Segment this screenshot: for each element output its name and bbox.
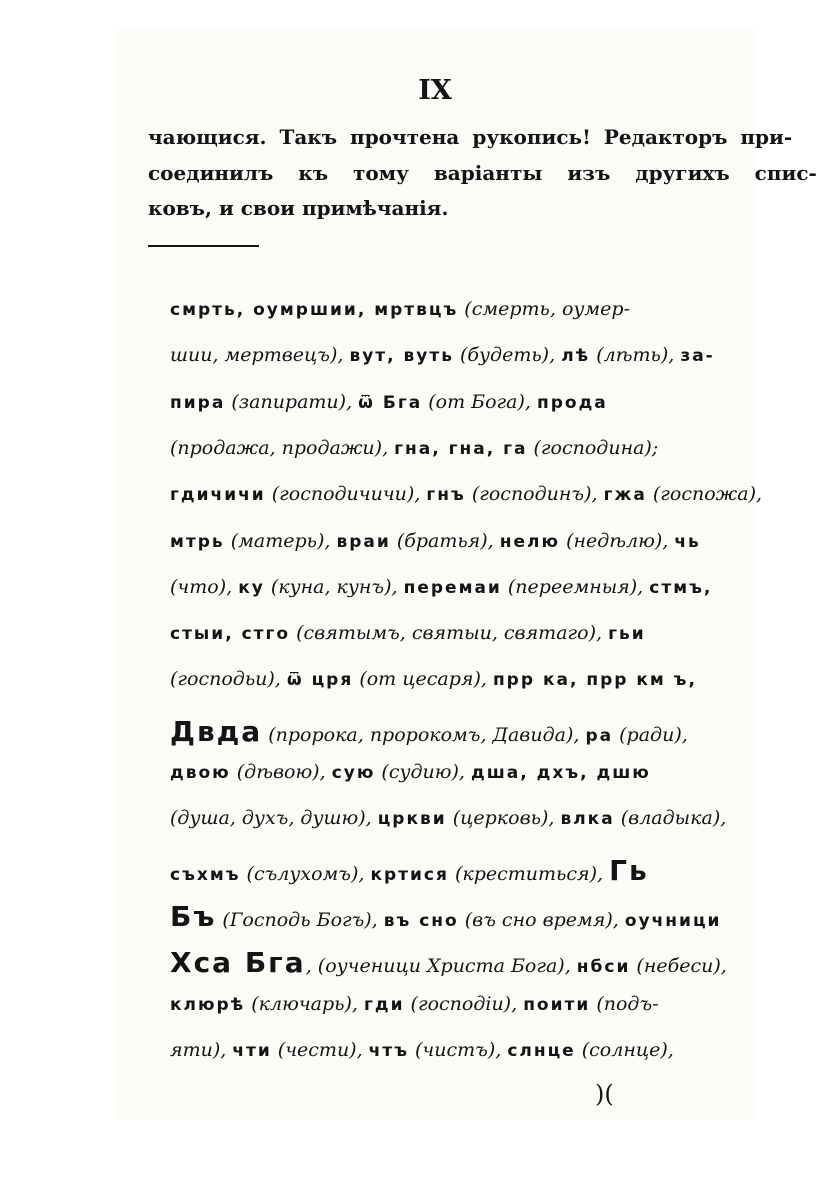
slavonic-abbreviation: двою xyxy=(170,763,231,783)
slavonic-abbreviation: цркви xyxy=(377,809,447,830)
slavonic-abbreviation: ѿ цря xyxy=(286,670,354,691)
transliteration-gloss: , (оученици Христа Бога), xyxy=(305,955,577,978)
transliteration-gloss: (Господь Богъ), xyxy=(216,908,384,931)
glossary-line xyxy=(170,1039,674,1061)
transliteration-gloss: (будеть), xyxy=(453,344,562,367)
intro-line: чающися. Такъ прочтена рукопись! Редакторъ при- xyxy=(148,125,793,149)
transliteration-gloss: (солнце), xyxy=(575,1038,674,1061)
glossary-line xyxy=(170,483,762,505)
slavonic-abbreviation: чти xyxy=(232,1040,272,1061)
slavonic-abbreviation: гна, гна, га xyxy=(394,438,528,459)
transliteration-gloss: (матерь), xyxy=(224,529,337,552)
glossary-line xyxy=(170,993,659,1015)
transliteration-gloss: (дѣвою), xyxy=(230,761,332,783)
glossary-line xyxy=(170,946,727,979)
slavonic-abbreviation: мтрь xyxy=(170,531,225,552)
transliteration-gloss: (господина); xyxy=(527,436,659,459)
slavonic-abbreviation: сую xyxy=(331,763,376,783)
transliteration-gloss: (пророка, пророкомъ, Давида), xyxy=(262,723,586,746)
transliteration-gloss: (небеси), xyxy=(630,955,727,978)
glossary-line xyxy=(170,437,658,459)
section-divider xyxy=(148,245,259,247)
slavonic-abbreviation: стыи, стго xyxy=(170,624,291,645)
slavonic-abbreviation: съхмъ xyxy=(170,864,241,885)
slavonic-abbreviation: прр ка, прр км ъ, xyxy=(492,670,697,691)
transliteration-gloss: (господьи), xyxy=(170,668,287,691)
glossary-line xyxy=(170,344,715,366)
glossary-line xyxy=(170,854,649,887)
slavonic-abbreviation: ѿ Бга xyxy=(358,392,423,413)
slavonic-abbreviation: чтъ xyxy=(368,1040,409,1061)
transliteration-gloss: (святымъ, святыи, святаго), xyxy=(290,622,609,645)
slavonic-abbreviation: гнъ xyxy=(426,485,466,506)
slavonic-abbreviation: гди xyxy=(363,994,405,1015)
intro-line: ковъ, и свои примѣчанія. xyxy=(148,196,449,220)
slavonic-abbreviation: стмъ, xyxy=(649,577,713,598)
transliteration-gloss: (господичичи), xyxy=(265,483,427,506)
intro-paragraph xyxy=(148,120,817,227)
slavonic-abbreviation: вут, вуть xyxy=(349,346,454,367)
slavonic-abbreviation: слнце xyxy=(507,1040,576,1061)
footer-signature-mark: )( xyxy=(595,1080,614,1108)
glossary-line xyxy=(170,530,701,552)
transliteration-gloss: (церковь), xyxy=(446,807,561,830)
slavonic-abbreviation: оучници xyxy=(624,910,722,931)
slavonic-abbreviation: пира xyxy=(170,392,226,413)
slavonic-abbreviation: дша, дхъ, дшю xyxy=(471,763,651,783)
document-page xyxy=(115,30,817,1120)
transliteration-gloss: (госпожа), xyxy=(646,483,763,506)
slavonic-abbreviation: лѣ xyxy=(561,346,591,367)
transliteration-gloss: (господіи), xyxy=(404,992,524,1015)
transliteration-gloss: (куна, кунъ), xyxy=(264,575,404,598)
transliteration-gloss: (переемныя), xyxy=(501,575,650,598)
transliteration-gloss: (сълухомъ), xyxy=(240,862,371,885)
glossary-line xyxy=(170,622,646,644)
transliteration-gloss: (что), xyxy=(170,575,239,598)
transliteration-gloss: яти), xyxy=(170,1038,233,1061)
transliteration-gloss: (владыка), xyxy=(614,807,727,830)
slavonic-abbreviation: поити xyxy=(523,994,591,1015)
transliteration-gloss: (продажа, продажи), xyxy=(170,436,395,459)
transliteration-gloss: (братья), xyxy=(390,529,500,552)
glossary-line xyxy=(170,576,712,598)
transliteration-gloss: (от цесаря), xyxy=(353,668,493,691)
glossary-line xyxy=(170,298,630,320)
slavonic-abbreviation: въ сно xyxy=(383,910,459,931)
transliteration-gloss: (ключарь), xyxy=(245,992,364,1015)
transliteration-gloss: (господинъ), xyxy=(465,483,604,506)
slavonic-abbreviation: перемаи xyxy=(403,577,502,598)
slavonic-abbreviation: Гь xyxy=(609,853,649,887)
slavonic-abbreviation: за- xyxy=(680,346,715,367)
slavonic-abbreviation: кртися xyxy=(370,864,449,885)
glossary-line xyxy=(170,761,651,783)
slavonic-abbreviation: клюрѣ xyxy=(170,994,246,1015)
transliteration-gloss: (креститься), xyxy=(448,862,610,885)
transliteration-gloss: (от Бога), xyxy=(422,390,537,413)
transliteration-gloss: (въ сно время), xyxy=(458,908,625,931)
slavonic-abbreviation: смрть, оумршии, мртвцъ xyxy=(170,300,459,320)
slavonic-abbreviation: ра xyxy=(585,725,614,746)
transliteration-gloss: (лѣть), xyxy=(590,344,681,367)
slavonic-abbreviation: нелю xyxy=(499,531,561,552)
slavonic-abbreviation: Бъ xyxy=(170,899,217,933)
slavonic-abbreviation: влка xyxy=(560,809,615,830)
slavonic-abbreviation: прода xyxy=(536,392,608,413)
glossary-line xyxy=(170,807,726,829)
slavonic-abbreviation: чь xyxy=(674,531,701,552)
transliteration-gloss: (недѣлю), xyxy=(560,529,675,552)
glossary-line xyxy=(170,715,688,748)
slavonic-abbreviation: Двда xyxy=(170,714,263,748)
glossary-line xyxy=(170,900,721,933)
transliteration-gloss: (подъ- xyxy=(590,992,659,1015)
slavonic-abbreviation: гдичичи xyxy=(170,485,266,506)
glossary-line xyxy=(170,391,608,413)
transliteration-gloss: шии, мертвецъ), xyxy=(170,344,350,367)
page-number: IX xyxy=(418,75,452,106)
slavonic-abbreviation: гжа xyxy=(603,485,647,506)
slavonic-abbreviation: нбси xyxy=(576,957,631,978)
glossary-line xyxy=(170,668,697,690)
transliteration-gloss: (судию), xyxy=(375,761,471,783)
transliteration-gloss: (душа, духъ, душю), xyxy=(170,807,378,830)
intro-line: соединилъ къ тому варіанты изъ другихъ спис- xyxy=(148,160,817,185)
transliteration-gloss: (смерть, оумер- xyxy=(458,298,630,320)
slavonic-abbreviation: враи xyxy=(336,531,391,552)
transliteration-gloss: (запирати), xyxy=(225,390,359,413)
transliteration-gloss: (чистъ), xyxy=(408,1038,508,1061)
slavonic-abbreviation: ку xyxy=(238,577,265,598)
transliteration-gloss: (чести), xyxy=(271,1038,369,1061)
slavonic-abbreviation: Хса Бга xyxy=(170,946,306,980)
slavonic-abbreviation: гьи xyxy=(608,624,646,645)
transliteration-gloss: (ради), xyxy=(613,723,688,746)
